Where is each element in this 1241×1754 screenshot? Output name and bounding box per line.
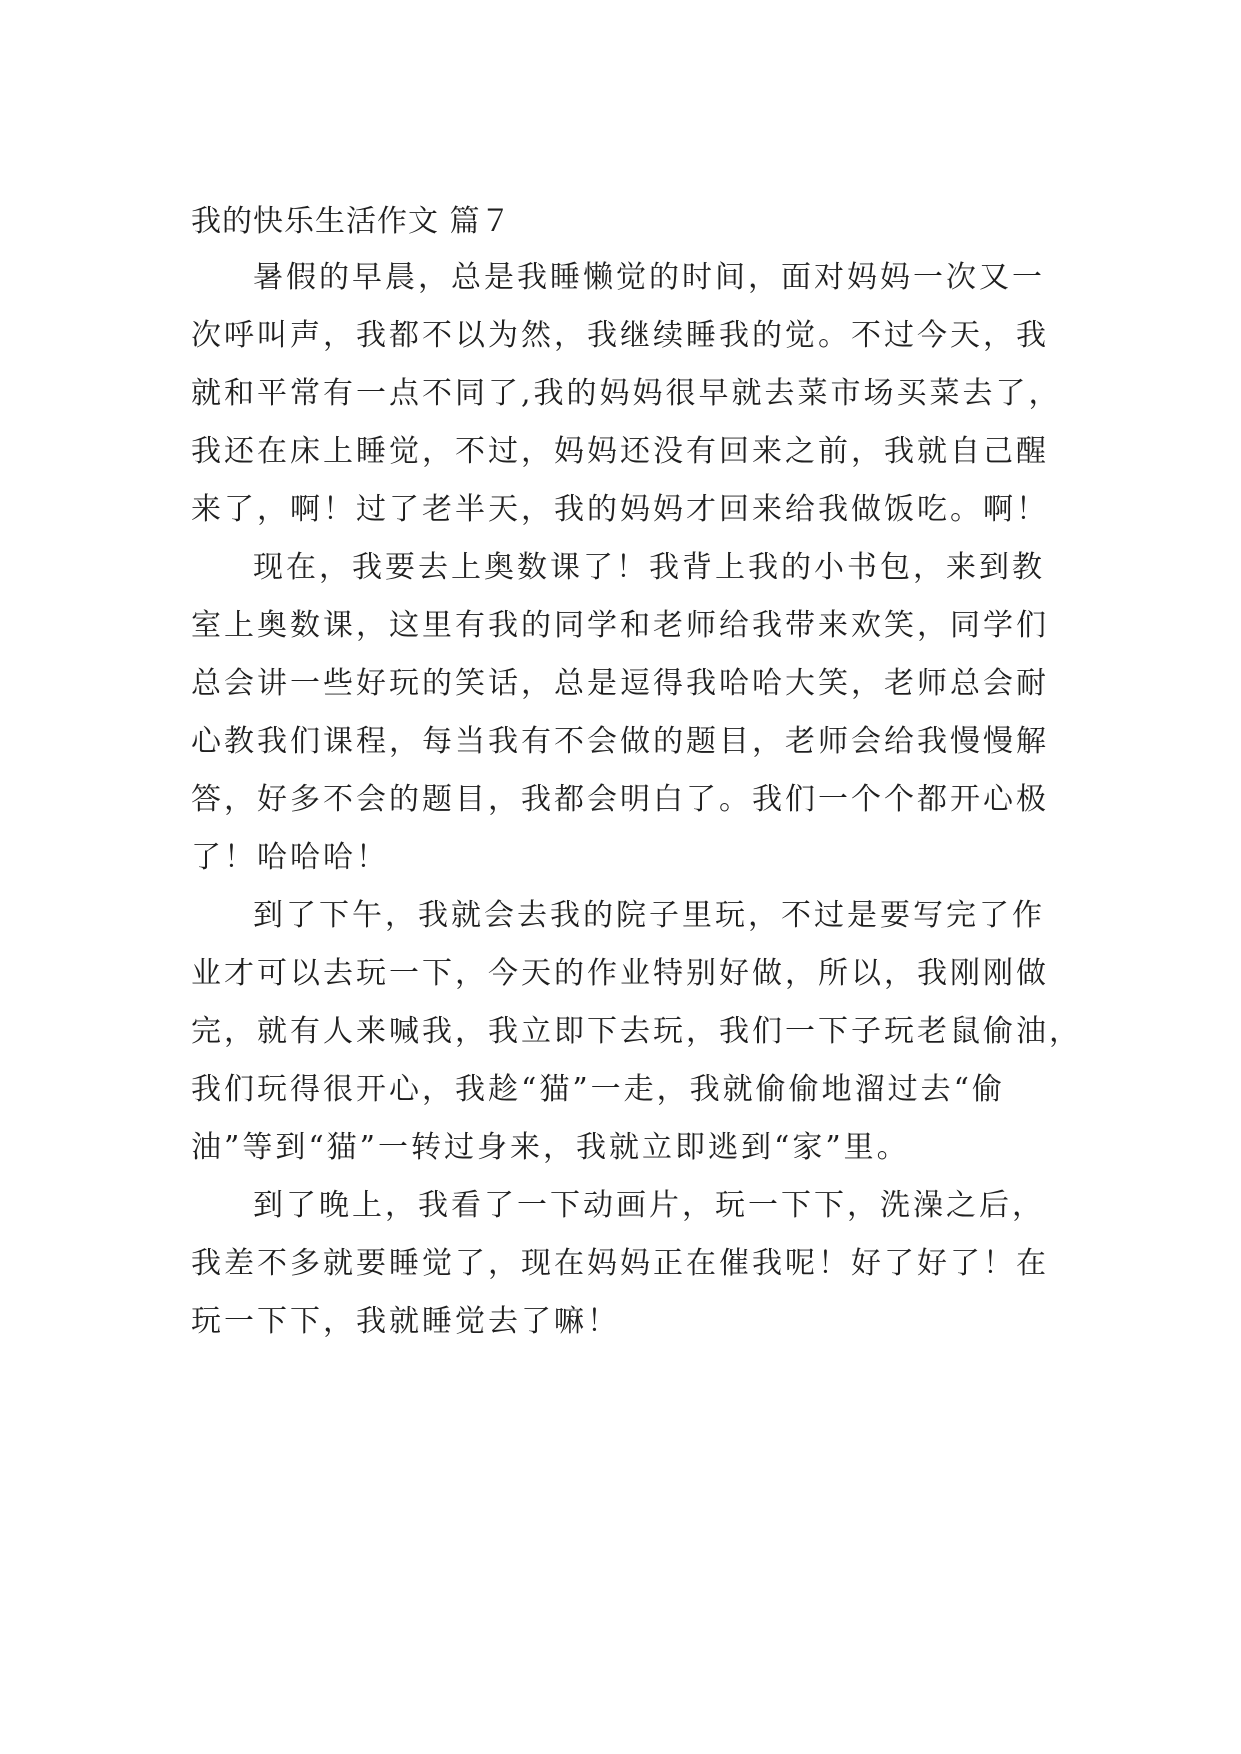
paragraph-line: 总会讲一些好玩的笑话，总是逗得我哈哈大笑，老师总会耐 [191,666,1049,701]
paragraph-2 [191,539,1057,887]
paragraph-line: 我还在床上睡觉，不过，妈妈还没有回来之前，我就自己醒 [191,434,1049,469]
paragraph-line: 到了下午，我就会去我的院子里玩，不过是要写完了作 [253,898,1045,933]
paragraph-line: 油”等到“猫”一转过身来，我就立即逃到“家”里。 [191,1130,910,1165]
document-title: 我的快乐生活作文 篇７ [191,204,512,239]
paragraph-line: 室上奥数课，这里有我的同学和老师给我带来欢笑，同学们 [191,608,1049,643]
paragraph-line: 暑假的早晨，总是我睡懒觉的时间，面对妈妈一次又一 [253,260,1045,295]
paragraph-line: 我们玩得很开心，我趁“猫”一走，我就偷偷地溜过去“偷 [191,1072,1006,1107]
paragraph-line: 答，好多不会的题目，我都会明白了。我们一个个都开心极 [191,782,1049,817]
paragraph-line: 了！哈哈哈！ [191,840,389,875]
paragraph-line: 现在，我要去上奥数课了！我背上我的小书包，来到教 [253,550,1045,585]
paragraph-line: 业才可以去玩一下，今天的作业特别好做，所以，我刚刚做 [191,956,1049,991]
paragraph-4 [191,1177,1057,1351]
paragraph-line: 玩一下下，我就睡觉去了嘛！ [191,1304,620,1339]
paragraph-line: 就和平常有一点不同了,我的妈妈很早就去菜市场买菜去了， [191,376,1062,411]
document-body [191,195,1082,1351]
paragraph-line: 到了晚上，我看了一下动画片，玩一下下，洗澡之后， [253,1188,1045,1223]
paragraph-line: 完，就有人来喊我，我立即下去玩，我们一下子玩老鼠偷油， [191,1014,1082,1049]
paragraph-line: 心教我们课程，每当我有不会做的题目，老师会给我慢慢解 [191,724,1049,759]
paragraph-line: 来了，啊！过了老半天，我的妈妈才回来给我做饭吃。啊！ [191,492,1049,527]
paragraph-line: 次呼叫声，我都不以为然，我继续睡我的觉。不过今天，我 [191,318,1049,353]
paragraph-3 [191,887,1082,1177]
paragraph-1 [191,249,1062,539]
paragraph-line: 我差不多就要睡觉了，现在妈妈正在催我呢！好了好了！在 [191,1246,1049,1281]
